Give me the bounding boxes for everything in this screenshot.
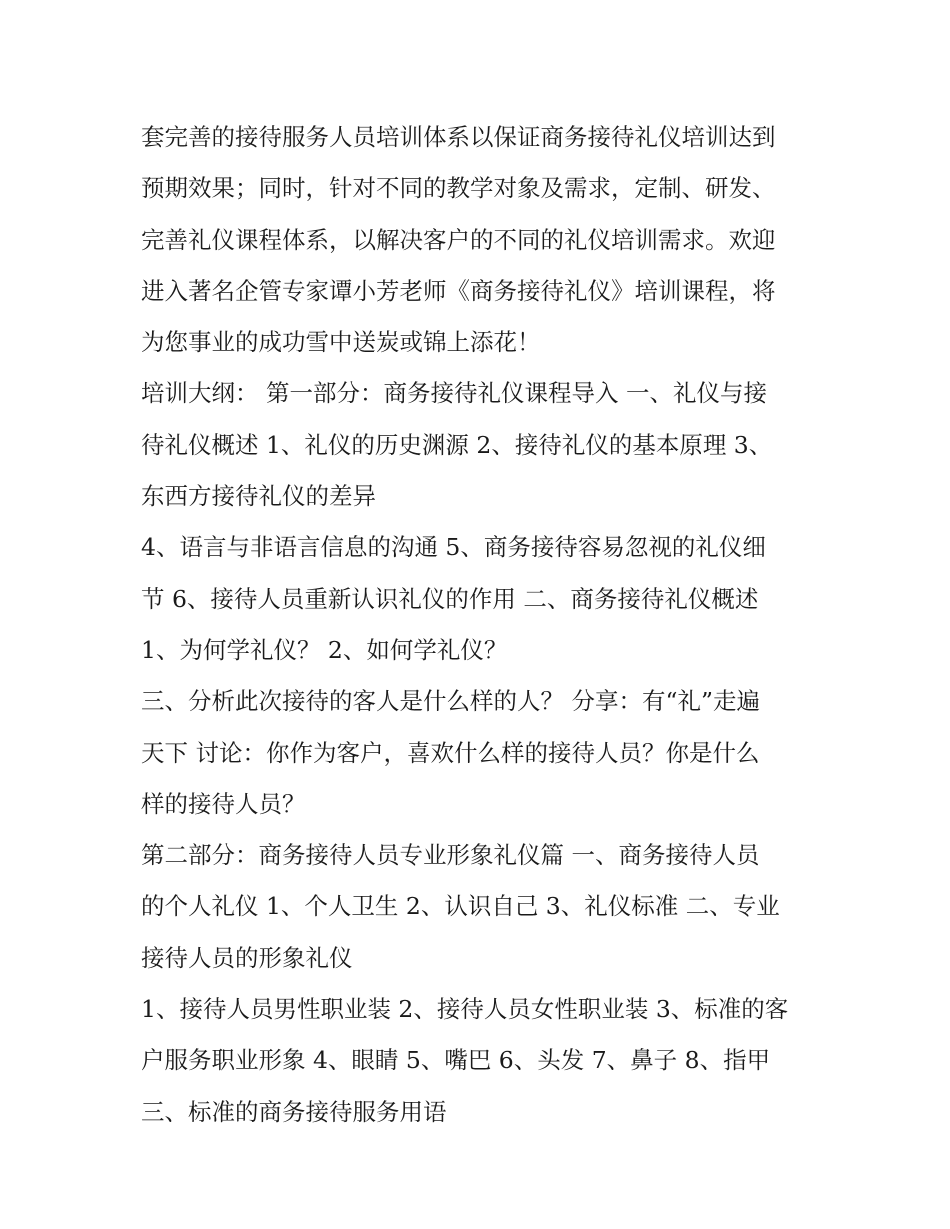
text-line: 预期效果；同时，针对不同的教学对象及需求，定制、研发、 (141, 174, 776, 203)
text-line: 1、为何学礼仪？ 2、如何学礼仪？ (141, 635, 508, 664)
text-line: 为您事业的成功雪中送炭或锦上添花！ (141, 328, 541, 357)
text-line: 4、语言与非语言信息的沟通 5、商务接待容易忽视的礼仪细 (141, 533, 766, 562)
text-line: 三、分析此次接待的客人是什么样的人？ 分享：有“礼”走遍 (141, 687, 760, 716)
text-line: 完善礼仪课程体系，以解决客户的不同的礼仪培训需求。欢迎 (141, 225, 776, 254)
text-line: 节 6、接待人员重新认识礼仪的作用 二、商务接待礼仪概述 (141, 584, 759, 613)
text-line: 1、接待人员男性职业装 2、接待人员女性职业装 3、标准的客 (141, 995, 789, 1024)
text-line: 东西方接待礼仪的差异 (141, 482, 376, 511)
text-line: 套完善的接待服务人员培训体系以保证商务接待礼仪培训达到 (141, 123, 776, 151)
text-line: 培训大纲： 第一部分：商务接待礼仪课程导入 一、礼仪与接 (141, 379, 767, 408)
text-line: 的个人礼仪 1、个人卫生 2、认识自己 3、礼仪标准 二、专业 (141, 892, 780, 921)
text-line: 样的接待人员？ (141, 789, 306, 818)
text-line: 待礼仪概述 1、礼仪的历史渊源 2、接待礼仪的基本原理 3、 (141, 430, 773, 459)
text-line: 三、标准的商务接待服务用语 (141, 1097, 447, 1126)
text-line: 户服务职业形象 4、眼睛 5、嘴巴 6、头发 7、鼻子 8、指甲 (141, 1046, 771, 1075)
text-line: 接待人员的形象礼仪 (141, 943, 353, 972)
body-text (141, 112, 813, 1138)
text-line: 第二部分：商务接待人员专业形象礼仪篇 一、商务接待人员 (141, 841, 760, 870)
text-line: 进入著名企管专家谭小芳老师《商务接待礼仪》培训课程，将 (141, 276, 776, 305)
text-line: 天下 讨论：你作为客户，喜欢什么样的接待人员？你是什么 (141, 738, 760, 767)
